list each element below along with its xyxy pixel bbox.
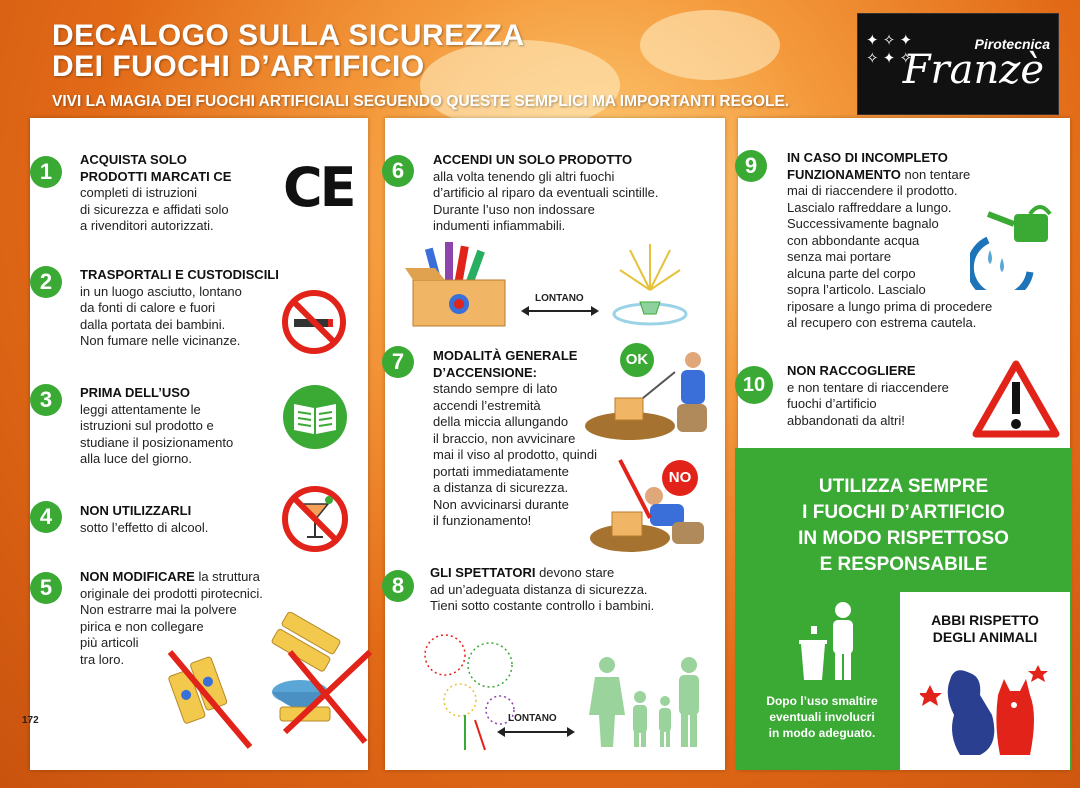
lit-firework-illustration xyxy=(610,240,690,328)
disposal-line: eventuali involucri xyxy=(769,710,875,724)
rule-7-text: stando sempre di lato xyxy=(433,381,558,396)
rule-4 xyxy=(80,503,280,536)
fireworks-box-illustration xyxy=(405,238,513,330)
page-title xyxy=(52,20,525,82)
rule-1-text: completi di istruzioni xyxy=(80,185,198,200)
pets-icon xyxy=(920,655,1055,765)
ok-badge: OK xyxy=(620,343,654,377)
rule-9-text: Lascialo raffreddare a lungo. xyxy=(787,199,952,215)
book-icon xyxy=(280,382,350,452)
rule-9-text: con abbondante acqua xyxy=(787,232,920,248)
rule-number-6: 6 xyxy=(382,155,414,187)
rule-5-text: tra loro. xyxy=(80,651,125,667)
rule-1-text: a rivenditori autorizzati. xyxy=(80,218,214,233)
rule-7-text: mai il viso al prodotto, quindi xyxy=(433,447,598,462)
rule-9-text: sopra l’articolo. Lascialo xyxy=(787,282,926,297)
rule-number-3: 3 xyxy=(30,384,62,416)
no-smoking-icon xyxy=(280,288,348,356)
rule-1-text: di sicurezza e affidati solo xyxy=(80,201,229,217)
rule-2-text: da fonti di calore e fuori xyxy=(80,300,216,315)
rule-2-text: dalla portata dei bambini. xyxy=(80,316,226,332)
rule-number-4: 4 xyxy=(30,501,62,533)
watering-can-icon xyxy=(970,200,1065,290)
rule-7-heading: D’ACCENSIONE: xyxy=(433,364,538,380)
callout-heading xyxy=(735,474,1072,578)
rule-2 xyxy=(80,267,310,350)
rule-3-text: istruzioni sul prodotto e xyxy=(80,418,214,433)
rule-10-text: e non tentare di riaccendere xyxy=(787,379,949,395)
logo-line-1: Pirotecnica xyxy=(974,36,1050,52)
no-alcohol-icon xyxy=(280,484,350,554)
rule-9-text: mai di riaccendere il prodotto. xyxy=(787,183,958,198)
disposal-text xyxy=(752,693,892,741)
rule-1-heading: ACQUISTA SOLO xyxy=(80,152,187,167)
rule-9-text: non tentare xyxy=(900,166,971,182)
rule-7-text: il braccio, non avvicinare xyxy=(433,430,576,446)
rule-8-heading: GLI SPETTATORI xyxy=(430,565,536,580)
respect-animals-heading xyxy=(900,612,1070,646)
callout-line: IN MODO RISPETTOSO xyxy=(798,528,1009,549)
callout-line: I FUOCHI D’ARTIFICIO xyxy=(802,502,1005,523)
title-line-2: DEI FUOCHI D’ARTIFICIO xyxy=(52,50,425,83)
animals-line: ABBI RISPETTO xyxy=(931,612,1039,628)
rule-9-text: senza mai portare xyxy=(787,249,892,264)
logo-line-2: Franzè xyxy=(902,47,1044,93)
recycle-bin-person-icon xyxy=(795,600,865,682)
rule-5-text: originale dei prodotti pirotecnici. xyxy=(80,585,263,601)
rule-9-text: riposare a lungo prima di procedere xyxy=(787,298,993,314)
disposal-line: in modo adeguato. xyxy=(768,726,876,740)
distance-label: LONTANO xyxy=(535,293,584,304)
rule-7-text: il funzionamento! xyxy=(433,513,532,528)
rule-8-text: ad un’adeguata distanza di sicurezza. xyxy=(430,581,648,597)
ce-mark-icon: CE xyxy=(283,156,354,219)
rule-6 xyxy=(433,152,718,235)
rule-2-heading: TRASPORTALI E CUSTODISCILI xyxy=(80,267,279,282)
rule-3-text: studiane il posizionamento xyxy=(80,434,234,450)
rule-3-text: leggi attentamente le xyxy=(80,401,201,417)
rule-8 xyxy=(430,565,715,615)
rule-9-text: alcuna parte del corpo xyxy=(787,265,916,281)
rule-9-text: Successivamente bagnalo xyxy=(787,216,939,231)
rule-8-text: devono stare xyxy=(535,565,615,580)
warning-triangle-icon xyxy=(972,358,1060,440)
correct-lighting-illustration xyxy=(585,348,720,446)
rule-6-text: Durante l’uso non indossare xyxy=(433,201,595,217)
rule-4-heading: NON UTILIZZARLI xyxy=(80,503,192,518)
rule-5-text: più articoli xyxy=(80,635,139,650)
rule-7-heading: MODALITÀ GENERALE xyxy=(433,348,578,363)
rule-1-heading: PRODOTTI MARCATI CE xyxy=(80,168,232,184)
rule-9-text: al recupero con estrema cautela. xyxy=(787,315,977,330)
animals-line: DEGLI ANIMALI xyxy=(932,629,1038,645)
rule-10-text: fuochi d’artificio xyxy=(787,396,877,411)
tampering-fireworks-illustration xyxy=(160,612,375,757)
rule-10 xyxy=(787,363,977,429)
rule-7-text: Non avvicinarsi durante xyxy=(433,496,569,512)
stars-decoration: ✦ ✧ ✦ ✧ ✦ ✧ xyxy=(866,32,913,67)
rule-number-1: 1 xyxy=(30,156,62,188)
rule-9-heading: IN CASO DI INCOMPLETO xyxy=(787,150,948,165)
rule-9-heading: FUNZIONAMENTO xyxy=(787,166,901,182)
distance-label: LONTANO xyxy=(508,713,557,724)
rule-7-text: portati immediatamente xyxy=(433,463,569,479)
no-badge: NO xyxy=(662,460,698,496)
distance-arrow-icon xyxy=(521,303,599,319)
brand-logo xyxy=(857,13,1059,115)
wrong-lighting-illustration xyxy=(590,458,718,558)
rule-5-text: Non estrarre mai la polvere xyxy=(80,602,237,617)
rule-5-text: la struttura xyxy=(194,569,260,584)
rule-number-7: 7 xyxy=(382,346,414,378)
rule-6-text: indumenti infiammabili. xyxy=(433,218,566,233)
rule-3-text: alla luce del giorno. xyxy=(80,451,193,466)
rule-number-8: 8 xyxy=(382,570,414,602)
rule-7-text: accendi l’estremità xyxy=(433,397,541,413)
rule-4-text: sotto l’effetto di alcool. xyxy=(80,519,209,535)
page-subtitle: VIVI LA MAGIA DEI FUOCHI ARTIFICIALI SEGUENDO QUESTE SEMPLICI MA IMPORTANTI REGOLE. xyxy=(52,93,790,110)
rule-3 xyxy=(80,385,280,468)
rule-10-heading: NON RACCOGLIERE xyxy=(787,363,916,378)
rule-number-2: 2 xyxy=(30,266,62,298)
rule-6-text: alla volta tenendo gli altri fuochi xyxy=(433,168,615,184)
distance-arrow-icon xyxy=(497,724,575,740)
rule-number-5: 5 xyxy=(30,572,62,604)
page-number: 172 xyxy=(22,715,39,726)
rule-6-heading: ACCENDI UN SOLO PRODOTTO xyxy=(433,152,633,167)
rule-7-text: a distanza di sicurezza. xyxy=(433,480,569,495)
rule-number-10: 10 xyxy=(735,366,773,404)
family-spectators-icon xyxy=(585,655,710,750)
sparkle-glow xyxy=(640,10,780,80)
rule-7-text: della miccia allungando xyxy=(433,414,569,429)
disposal-line: Dopo l’uso smaltire xyxy=(766,694,878,708)
rule-2-text: Non fumare nelle vicinanze. xyxy=(80,333,241,348)
title-line-1: DECALOGO SULLA SICUREZZA xyxy=(52,19,525,52)
rule-number-9: 9 xyxy=(735,150,767,182)
rule-2-text: in un luogo asciutto, lontano xyxy=(80,283,242,299)
rule-3-heading: PRIMA DELL’USO xyxy=(80,385,191,400)
rule-5-heading: NON MODIFICARE xyxy=(80,569,195,584)
rule-1 xyxy=(80,152,280,235)
rule-5-text: pirica e non collegare xyxy=(80,618,204,634)
rule-6-text: d’artificio al riparo da eventuali scintille. xyxy=(433,185,659,200)
callout-line: E RESPONSABILE xyxy=(819,554,988,575)
rule-10-text: abbandonati da altri! xyxy=(787,412,905,428)
callout-line: UTILIZZA SEMPRE xyxy=(818,476,989,497)
rule-8-text: Tieni sotto costante controllo i bambini. xyxy=(430,598,655,613)
